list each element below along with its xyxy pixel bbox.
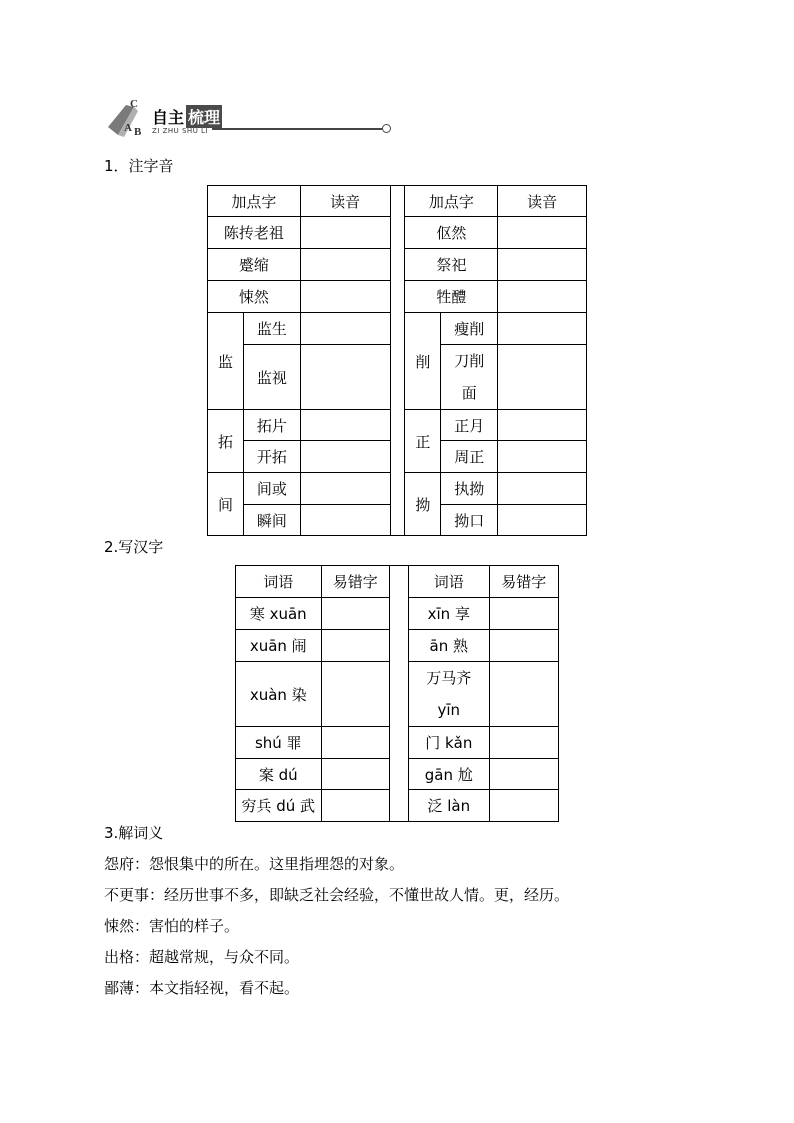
cell-line: 万马齐: [426, 669, 472, 687]
answer-cell[interactable]: [498, 473, 587, 505]
group-char: 正: [405, 410, 441, 473]
table-cell-word: [409, 662, 489, 727]
table-header: 词语: [409, 566, 489, 598]
table-header: 易错字: [321, 566, 389, 598]
table-header: 加点字: [405, 186, 498, 217]
table-cell-word: 案 dú: [236, 759, 322, 790]
answer-cell[interactable]: [321, 630, 389, 662]
header-title-boxed: 梳理: [186, 105, 222, 128]
table-cell-word: xīn 享: [409, 598, 489, 630]
group-char: 拗: [405, 473, 441, 536]
group-char: 拓: [208, 410, 244, 473]
table-cell-word: 监视: [243, 345, 300, 410]
table-cell-word: 拓片: [243, 410, 300, 441]
table-cell-word: gān 尬: [409, 759, 489, 790]
answer-cell[interactable]: [300, 345, 390, 410]
writing-table: [235, 565, 559, 822]
table-header: 读音: [300, 186, 390, 217]
cell-line: 面: [461, 384, 477, 402]
abc-logo-icon: [104, 97, 152, 141]
table-gap: [389, 566, 408, 822]
definition-item: 悚然：害怕的样子。: [104, 917, 240, 935]
table-cell-word: 周正: [441, 441, 498, 473]
header-title: [152, 105, 222, 128]
answer-cell[interactable]: [300, 473, 390, 505]
answer-cell[interactable]: [489, 790, 558, 822]
answer-cell[interactable]: [489, 598, 558, 630]
table-cell-word: 悚然: [208, 281, 301, 313]
table-cell-word: 穷兵 dú 武: [236, 790, 322, 822]
table-cell-word: [441, 345, 498, 410]
answer-cell[interactable]: [498, 249, 587, 281]
header-subtitle: ZI ZHU SHU LI: [152, 127, 209, 135]
table-cell-word: 寒 xuān: [236, 598, 322, 630]
table-cell-word: 门 kǎn: [409, 727, 489, 759]
answer-cell[interactable]: [300, 217, 390, 249]
definition-item: 不更事：经历世事不多，即缺乏社会经验，不懂世故人情。更，经历。: [104, 886, 570, 904]
table-cell-word: 正月: [441, 410, 498, 441]
definition-item: 怨府：怨恨集中的所在。这里指埋怨的对象。: [104, 855, 405, 873]
logo-letter-b: B: [134, 126, 142, 138]
table-cell-word: 瘦削: [441, 313, 498, 345]
answer-cell[interactable]: [498, 441, 587, 473]
logo-letter-a: A: [124, 122, 132, 134]
group-char: 间: [208, 473, 244, 536]
header-title-main: 自主: [152, 108, 185, 127]
answer-cell[interactable]: [498, 505, 587, 536]
table-cell-word: xuàn 染: [236, 662, 322, 727]
table-header: 易错字: [489, 566, 558, 598]
table-cell-word: 瞬间: [243, 505, 300, 536]
answer-cell[interactable]: [498, 313, 587, 345]
answer-cell[interactable]: [489, 759, 558, 790]
answer-cell[interactable]: [300, 313, 390, 345]
table-cell-word: 泛 làn: [409, 790, 489, 822]
answer-cell[interactable]: [498, 217, 587, 249]
section-header: [104, 97, 394, 143]
definition-item: 出格：超越常规，与众不同。: [104, 948, 300, 966]
table-header: 读音: [498, 186, 587, 217]
answer-cell[interactable]: [300, 281, 390, 313]
table-cell-word: 伛然: [405, 217, 498, 249]
pronunciation-table: [207, 185, 587, 536]
answer-cell[interactable]: [489, 630, 558, 662]
answer-cell[interactable]: [489, 662, 558, 727]
section1-heading: 1．注字音: [104, 157, 174, 175]
cell-line: 刀削: [454, 352, 485, 370]
group-char: 监: [208, 313, 244, 410]
answer-cell[interactable]: [321, 727, 389, 759]
logo-letter-c: C: [130, 98, 138, 110]
table-cell-word: 牲醴: [405, 281, 498, 313]
table-header: 加点字: [208, 186, 301, 217]
table-cell-word: 陈抟老祖: [208, 217, 301, 249]
definition-item: 鄙薄：本文指轻视，看不起。: [104, 979, 300, 997]
header-rule: [212, 128, 382, 130]
table-cell-word: 祭祀: [405, 249, 498, 281]
table-cell-word: ān 熟: [409, 630, 489, 662]
table-gap: [390, 186, 405, 536]
answer-cell[interactable]: [498, 281, 587, 313]
section3-heading: 3.解词义: [104, 824, 164, 842]
answer-cell[interactable]: [300, 249, 390, 281]
answer-cell[interactable]: [489, 727, 558, 759]
section2-heading: 2.写汉字: [104, 538, 164, 556]
table-cell-word: 开拓: [243, 441, 300, 473]
table-cell-word: 监生: [243, 313, 300, 345]
answer-cell[interactable]: [498, 410, 587, 441]
table-cell-word: 拗口: [441, 505, 498, 536]
answer-cell[interactable]: [321, 759, 389, 790]
group-char: 削: [405, 313, 441, 410]
answer-cell[interactable]: [300, 410, 390, 441]
cell-line: yīn: [437, 701, 461, 719]
table-header: 词语: [236, 566, 322, 598]
table-cell-word: 执拗: [441, 473, 498, 505]
table-cell-word: 蹙缩: [208, 249, 301, 281]
answer-cell[interactable]: [498, 345, 587, 410]
table-cell-word: xuān 闹: [236, 630, 322, 662]
answer-cell[interactable]: [300, 505, 390, 536]
answer-cell[interactable]: [321, 662, 389, 727]
answer-cell[interactable]: [300, 441, 390, 473]
answer-cell[interactable]: [321, 598, 389, 630]
table-cell-word: 间或: [243, 473, 300, 505]
table-cell-word: shú 罪: [236, 727, 322, 759]
answer-cell[interactable]: [321, 790, 389, 822]
header-rule-end-icon: [382, 124, 391, 133]
